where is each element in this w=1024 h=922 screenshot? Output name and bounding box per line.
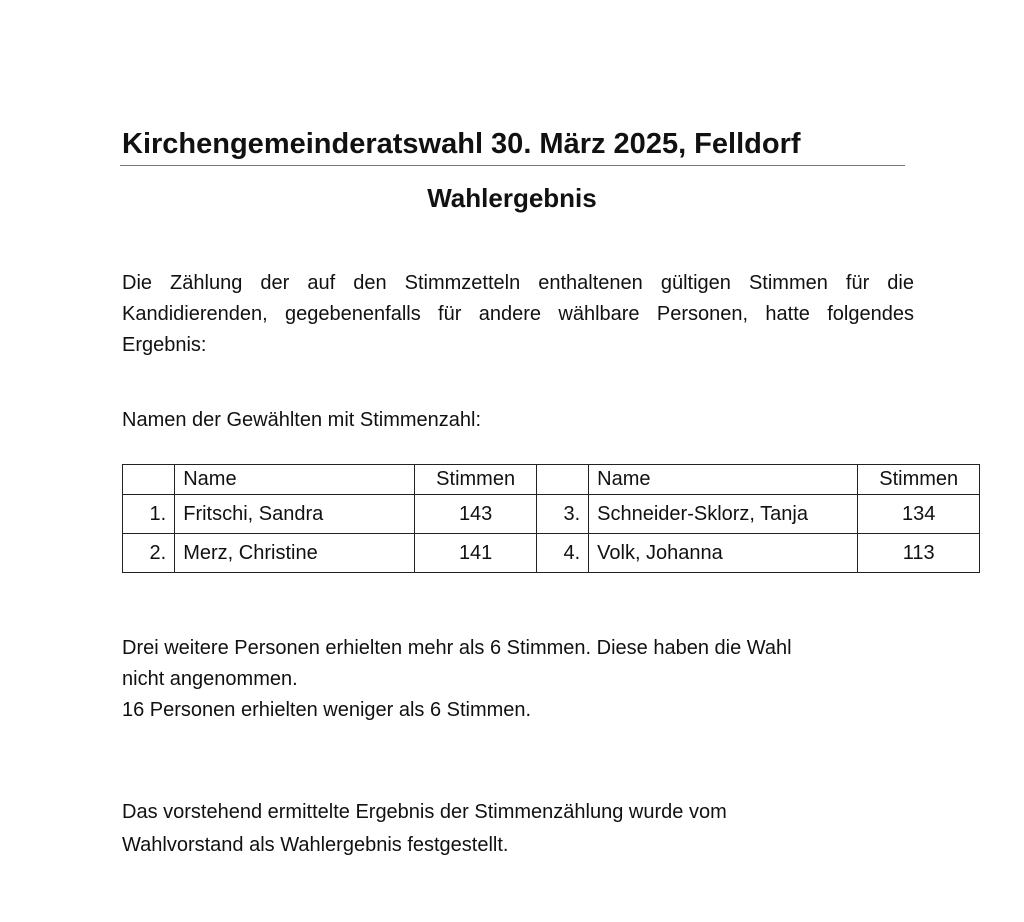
document-title: Kirchengemeinderatswahl 30. März 2025, Felldorf — [122, 128, 801, 160]
name-cell: Merz, Christine — [175, 534, 415, 573]
header-nr-right — [536, 465, 588, 495]
subtitle-text: Wahlergebnis — [427, 183, 597, 213]
paragraph-line: Wahlvorstand als Wahlergebnis festgestellt. — [122, 834, 509, 856]
header-name-right: Name — [589, 465, 858, 495]
name-cell: Volk, Johanna — [589, 534, 858, 573]
further-results-paragraph — [122, 633, 922, 726]
header-nr-left — [123, 465, 175, 495]
intro-line: Ergebnis: — [122, 334, 207, 356]
rank-cell: 3. — [536, 495, 588, 534]
header-votes-right: Stimmen — [858, 465, 980, 495]
votes-cell: 143 — [415, 495, 537, 534]
intro-line: Die Zählung der auf den Stimmzetteln enthaltenen gültigen Stimmen für die — [122, 272, 914, 294]
paragraph-line: Das vorstehend ermittelte Ergebnis der Stimmenzählung wurde vom — [122, 801, 727, 823]
document-subtitle — [0, 180, 1024, 216]
results-table — [122, 464, 980, 573]
votes-cell: 113 — [858, 534, 980, 573]
name-cell: Fritschi, Sandra — [175, 495, 415, 534]
title-underline — [120, 165, 905, 166]
rank-cell: 4. — [536, 534, 588, 573]
votes-cell: 134 — [858, 495, 980, 534]
name-cell: Schneider-Sklorz, Tanja — [589, 495, 858, 534]
paragraph-line: Drei weitere Personen erhielten mehr als 6 Stimmen. Diese haben die Wahl — [122, 637, 792, 659]
elected-heading: Namen der Gewählten mit Stimmenzahl: — [122, 409, 482, 431]
header-name-left: Name — [175, 465, 415, 495]
closing-paragraph — [122, 796, 922, 862]
table-row — [123, 534, 980, 573]
header-votes-left: Stimmen — [415, 465, 537, 495]
paragraph-line: 16 Personen erhielten weniger als 6 Stimmen. — [122, 699, 532, 721]
table-row — [123, 495, 980, 534]
paragraph-line: nicht angenommen. — [122, 668, 298, 690]
table-header-row — [123, 465, 980, 495]
intro-line: Kandidierenden, gegebenenfalls für andere wählbare Personen, hatte folgendes — [122, 303, 914, 325]
rank-cell: 1. — [123, 495, 175, 534]
votes-cell: 141 — [415, 534, 537, 573]
rank-cell: 2. — [123, 534, 175, 573]
intro-paragraph — [122, 268, 914, 361]
